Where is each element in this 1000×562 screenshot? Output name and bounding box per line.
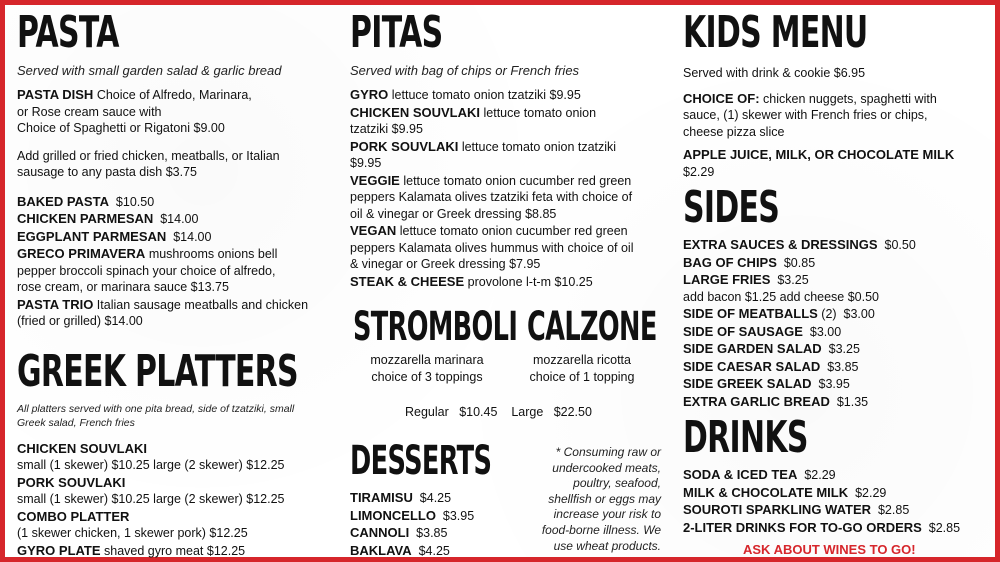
stromboli-block (353, 304, 518, 350)
pasta-dish-name: PASTA DISH (17, 87, 94, 102)
pasta-item-desc: mushrooms onions bell (148, 247, 278, 261)
pasta-item-name: CHICKEN PARMESAN (17, 211, 154, 226)
dessert-name: BAKLAVA (350, 542, 412, 558)
drink-price: $2.85 (877, 503, 910, 517)
pasta-addon-line: sausage to any pasta dish $3.75 (17, 165, 197, 179)
kids-title: KIDS MENU (683, 7, 868, 58)
side-name: LARGE FRIES (683, 272, 771, 287)
dessert-name: LIMONCELLO (350, 507, 436, 523)
side-price: $0.50 (884, 238, 916, 252)
side-addon: add bacon $1.25 add cheese $0.50 (683, 289, 880, 304)
kids-drinks (683, 146, 993, 180)
pita-desc: peppers Kalamata olives hummus with choice of oil (350, 240, 634, 255)
pasta-item (17, 193, 335, 211)
pasta-item-trio (17, 296, 335, 330)
pasta-item-price: $14.00 (160, 212, 199, 226)
pita-desc: & vinegar or Greek dressing $7.95 (350, 257, 541, 271)
side-price: $3.00 (843, 307, 875, 321)
kids-choice (683, 90, 993, 141)
drink-name: SOUROTI SPARKLING WATER (683, 502, 872, 517)
pita-desc: oil & vinegar or Greek dressing $8.85 (350, 206, 557, 221)
pitas-title: PITAS (350, 7, 443, 58)
stromboli-desc-line: mozzarella marinara (370, 353, 484, 367)
pitas-items (350, 86, 665, 290)
side-name: SIDE CAESAR SALAD (683, 358, 821, 374)
sides-title: SIDES (683, 182, 780, 233)
calzone-desc (515, 352, 649, 385)
stromboli-desc (353, 352, 501, 385)
warning-line: use wheat products. (553, 538, 661, 553)
pita-name: VEGAN (350, 223, 397, 238)
pasta-item (17, 210, 335, 228)
side-price: $1.35 (836, 394, 869, 409)
desserts-title: DESSERTS (350, 438, 492, 484)
drink-price: $2.85 (928, 520, 961, 535)
pita-name: VEGGIE (350, 172, 400, 188)
pita-desc: lettuce tomato onion (483, 105, 597, 120)
dessert-name: TIRAMISU (350, 490, 413, 505)
kids-drinks-name: APPLE JUICE, MILK, OR CHOCOLATE MILK (683, 147, 955, 162)
side-qty: (2) (821, 307, 837, 321)
stromboli-title: STROMBOLI (353, 304, 518, 350)
sides-items (683, 236, 993, 410)
kids-drinks-price: $2.29 (683, 164, 715, 179)
pasta-addon-line: Add grilled or fried chicken, meatballs, or Italian (17, 148, 280, 163)
warning-line: increase your risk to (553, 507, 661, 522)
pasta-item-desc: rose cream, or marinara sauce $13.75 (17, 280, 229, 294)
greek-item-desc: (1 skewer chicken, 1 skewer pork) $12.25 (17, 526, 248, 541)
pasta-item-name: PASTA TRIO (17, 296, 94, 312)
greek-item-sizes: small (1 skewer) $10.25 large (2 skewer) $12.25 (17, 458, 285, 473)
pita-name: CHICKEN SOUVLAKI (350, 104, 481, 120)
greek-item-name: COMBO PLATTER (17, 508, 130, 524)
calzone-block (527, 304, 667, 350)
drink-name: MILK & CHOCOLATE MILK (683, 484, 849, 500)
dessert-items (350, 489, 520, 559)
kids-subtitle: Served with drink & cookie $6.95 (683, 66, 866, 80)
pasta-title: PASTA (17, 7, 119, 58)
greek-subtitle-line: Greek salad, French fries (17, 416, 135, 429)
greek-subtitle (17, 402, 335, 430)
drink-price: $2.29 (855, 485, 887, 500)
pita-desc: peppers Kalamata olives tzatziki feta with choice of (350, 190, 633, 204)
pita-name: STEAK & CHEESE (350, 273, 465, 289)
pasta-addon (17, 148, 335, 181)
drink-price: $2.29 (804, 468, 836, 482)
calzone-desc-line: mozzarella ricotta (533, 353, 631, 367)
side-name: EXTRA SAUCES & DRESSINGS (683, 237, 878, 252)
dessert-price: $3.85 (416, 526, 448, 540)
stromboli-calzone-prices: Regular $10.45 Large $22.50 (405, 405, 592, 419)
kids-choice-desc: sauce, (1) skewer with French fries or chips, (683, 108, 928, 122)
pasta-item-price: $10.50 (115, 194, 155, 209)
side-name: SIDE OF MEATBALLS (683, 306, 818, 321)
dessert-name: CANNOLI (350, 525, 410, 540)
pasta-dish-desc: Choice of Alfredo, Marinara, (96, 88, 252, 102)
side-price: $3.00 (809, 324, 842, 339)
kids-choice-desc: cheese pizza slice (683, 124, 785, 139)
side-price: $0.85 (783, 255, 816, 270)
pita-desc: lettuce tomato onion tzatziki $9.95 (391, 88, 581, 102)
pita-name: PORK SOUVLAKI (350, 138, 459, 154)
pasta-item (17, 228, 335, 246)
desserts-block (350, 438, 520, 559)
pasta-item-desc: pepper broccoli spinach your choice of alfredo, (17, 263, 276, 278)
pita-desc: lettuce tomato onion tzatziki (461, 139, 617, 154)
drinks-items (683, 466, 993, 536)
column-right (683, 7, 993, 557)
kids-choice-name: CHOICE OF: (683, 90, 760, 106)
dessert-price: $4.25 (418, 543, 450, 558)
column-left (17, 7, 335, 559)
greek-items (17, 440, 335, 560)
side-name: SIDE GREEK SALAD (683, 376, 812, 391)
warning-line: poultry, seafood, (573, 476, 661, 491)
kids-choice-desc: chicken nuggets, spaghetti with (763, 91, 937, 106)
pasta-item-desc: Italian sausage meatballs and chicken (96, 297, 309, 312)
column-middle (350, 7, 665, 290)
dessert-price: $4.25 (419, 491, 452, 505)
greek-item-name: PORK SOUVLAKI (17, 474, 126, 490)
pasta-dish (17, 86, 335, 137)
pita-name: GYRO (350, 87, 389, 102)
greek-title: GREEK PLATTERS (17, 345, 298, 397)
side-name: EXTRA GARLIC BREAD (683, 393, 830, 409)
pasta-item-greco (17, 245, 335, 296)
side-name: BAG OF CHIPS (683, 254, 777, 270)
drink-name: SODA & ICED TEA (683, 467, 798, 482)
greek-item-name: CHICKEN SOUVLAKI (17, 440, 148, 456)
side-price: $3.85 (827, 359, 859, 374)
pita-desc: lettuce tomato onion cucumber red green (399, 224, 628, 238)
pasta-item-desc: (fried or grilled) $14.00 (17, 314, 143, 328)
greek-item-sizes: small (1 skewer) $10.25 large (2 skewer) $12.25 (17, 492, 285, 507)
pasta-item-name: BAKED PASTA (17, 193, 109, 209)
pasta-items (17, 193, 335, 330)
wine-note: ASK ABOUT WINES TO GO! (743, 542, 916, 557)
stromboli-desc-line: choice of 3 toppings (371, 369, 483, 384)
pitas-subtitle: Served with bag of chips or French fries (350, 63, 580, 78)
food-safety-warning (515, 445, 661, 554)
greek-subtitle-line: All platters served with one pita bread, side of tzatziki, small (17, 402, 295, 415)
drinks-title: DRINKS (683, 412, 808, 463)
greek-item-name: GYRO PLATE (17, 542, 101, 558)
pita-desc: tzatziki $9.95 (350, 122, 423, 136)
warning-line: shellfish or eggs may (548, 491, 661, 506)
pasta-dish-desc: Choice of Spaghetti or Rigatoni $9.00 (17, 121, 225, 135)
greek-item-desc: shaved gyro meat $12.25 (104, 543, 246, 558)
pita-desc: provolone l-t-m $10.25 (467, 274, 593, 289)
pasta-item-name: GRECO PRIMAVERA (17, 246, 146, 261)
pasta-item-price: $14.00 (173, 229, 212, 244)
side-price: $3.25 (777, 273, 809, 287)
warning-line: undercooked meats, (552, 460, 661, 475)
pita-desc: $9.95 (350, 156, 382, 170)
pasta-item-name: EGGPLANT PARMESAN (17, 228, 167, 244)
side-name: SIDE OF SAUSAGE (683, 323, 803, 339)
pita-desc: lettuce tomato onion cucumber red green (403, 173, 632, 188)
warning-line: food-borne illness. We (541, 522, 661, 537)
drink-name: 2-LITER DRINKS FOR TO-GO ORDERS (683, 519, 922, 535)
side-price: $3.25 (828, 342, 860, 356)
pasta-subtitle: Served with small garden salad & garlic bread (17, 63, 282, 78)
side-price: $3.95 (818, 377, 850, 391)
warning-line: * Consuming raw or (555, 445, 661, 459)
calzone-desc-line: choice of 1 topping (529, 369, 635, 384)
side-name: SIDE GARDEN SALAD (683, 341, 822, 356)
dessert-price: $3.95 (442, 508, 475, 523)
calzone-title: CALZONE (527, 304, 657, 350)
pasta-dish-desc: or Rose cream sauce with (17, 104, 162, 119)
